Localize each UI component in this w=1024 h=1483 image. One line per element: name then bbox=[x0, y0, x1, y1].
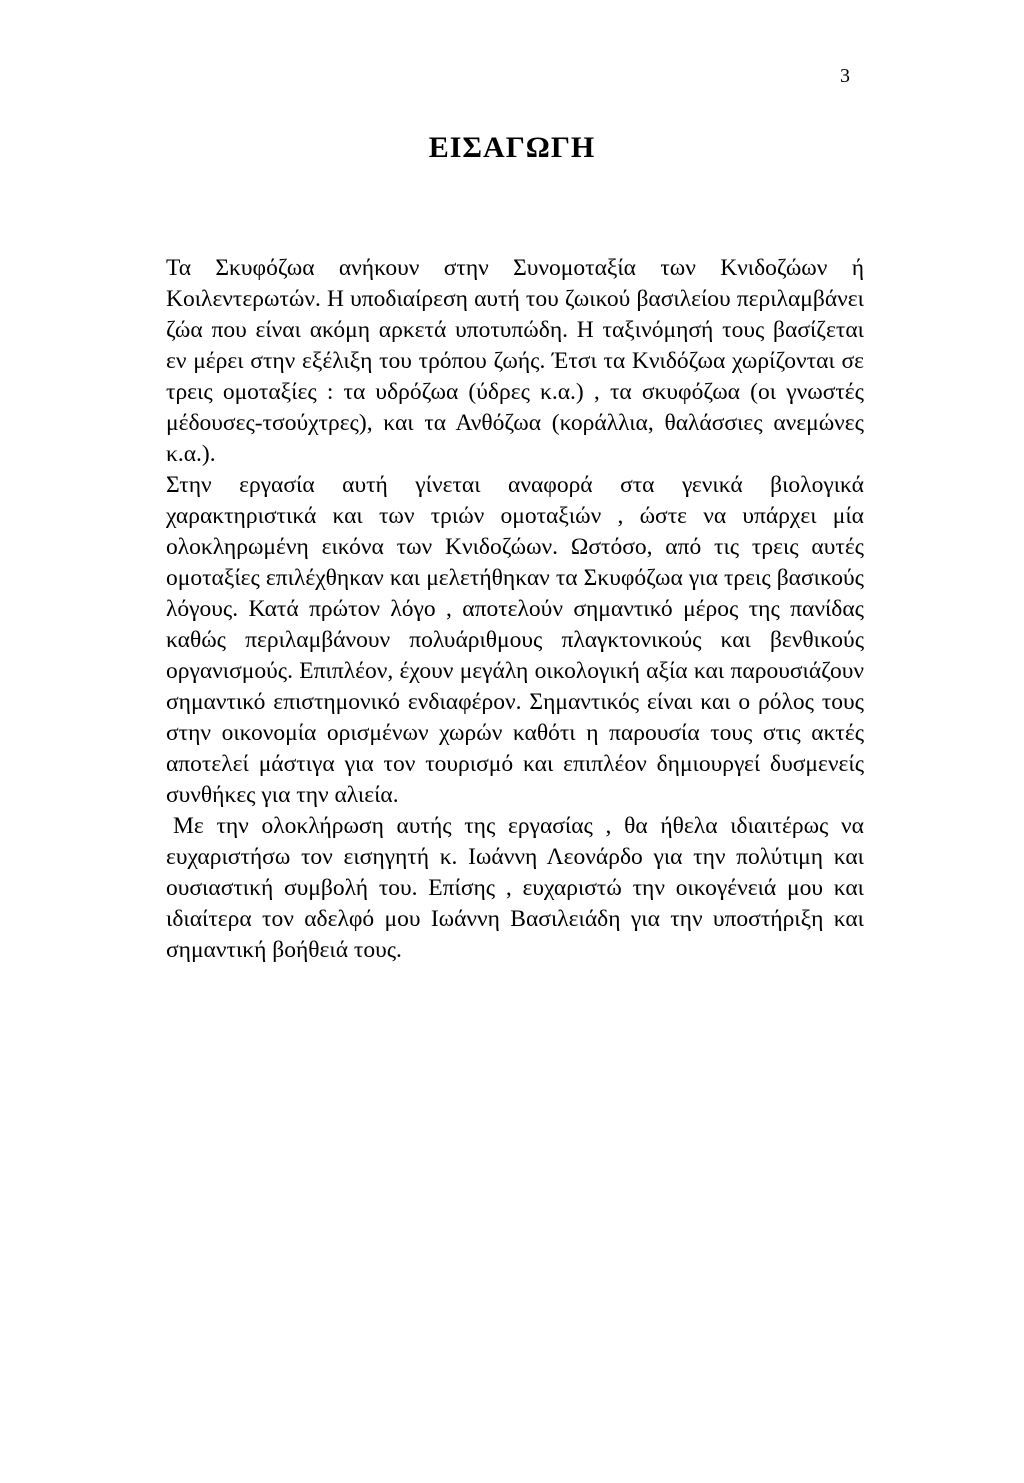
page-number: 3 bbox=[840, 65, 850, 87]
body-text bbox=[166, 253, 864, 966]
paragraph-acknowledgements: Με την ολοκλήρωση αυτής της εργασίας , θα ήθελα ιδιαιτέρως να ευχαριστήσω τον εισηγητή κ. Ιωάννη Λεονάρδο για την πολύτιμη και ουσιαστική συμβολή του. Επίσης , ευχαριστώ την οικογένειά μου και ιδιαίτερα τον αδελφό μου Ιωάννη Βασιλειάδη για την υποστήριξη και σημαντική βοήθειά τους. bbox=[166, 813, 864, 963]
paragraph-intro: Τα Σκυφόζωα ανήκουν στην Συνομοταξία των Κνιδοζώων ή Κοιλεντερωτών. Η υποδιαίρεση αυτή του ζωικού βασιλείου περιλαμβάνει ζώα που είναι ακόμη αρκετά υποτυπώδη. Η ταξινόμησή τους βασίζεται εν μέρει στην εξέλιξη του τρόπου ζωής. Έτσι τα Κνιδόζωα χωρίζονται σε τρεις ομοταξίες : τα υδρόζωα (ύδρες κ.α.) , τα σκυφόζωα (οι γνωστές μέδουσες-τσούχτρες), και τα Ανθόζωα (κοράλλια, θαλάσσιες ανεμώνες κ.α.). bbox=[166, 255, 864, 467]
page-title: ΕΙΣΑΓΩΓΗ bbox=[428, 131, 596, 164]
paragraph-scope: Στην εργασία αυτή γίνεται αναφορά στα γενικά βιολογικά χαρακτηριστικά και των τριών ομοταξιών , ώστε να υπάρχει μία ολοκληρωμένη εικόνα των Κνιδοζώων. Ωστόσο, από τις τρεις αυτές ομοταξίες επιλέχθηκαν και μελετήθηκαν τα Σκυφόζωα για τρεις βασικούς λόγους. Κατά πρώτον λόγο , αποτελούν σημαντικό μέρος της πανίδας καθώς περιλαμβάνουν πολυάριθμους πλαγκτονικούς και βενθικούς οργανισμούς. Επιπλέον, έχουν μεγάλη οικολογική αξία και παρουσιάζουν σημαντικό επιστημονικό ενδιαφέρον. Σημαντικός είναι και ο ρόλος τους στην οικονομία ορισμένων χωρών καθότι η παρουσία τους στις ακτές αποτελεί μάστιγα για τον τουρισμό και επιπλέον δημιουργεί δυσμενείς συνθήκες για την αλιεία. bbox=[166, 472, 864, 808]
